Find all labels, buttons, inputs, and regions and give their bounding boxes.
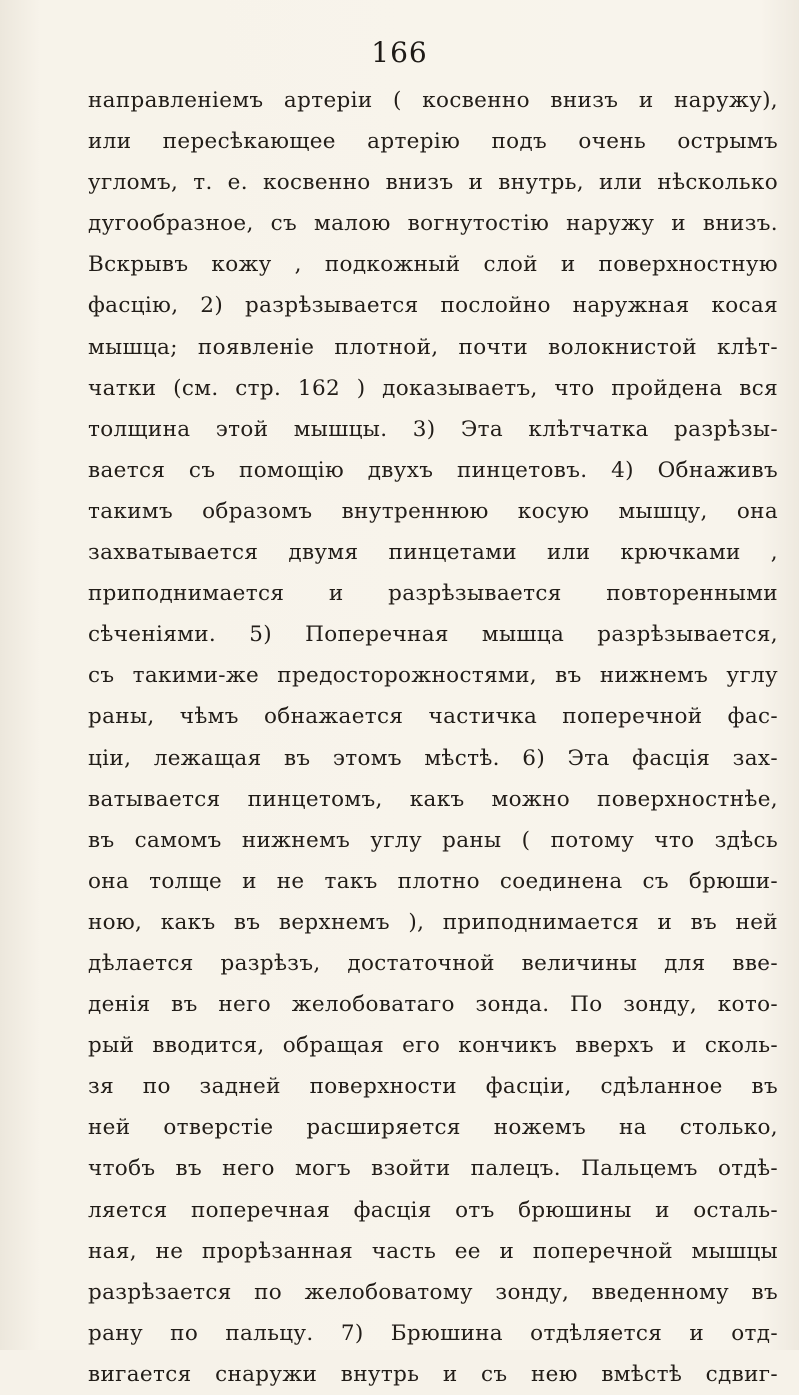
text-line: Вскрывъ кожу , подкожный слой и поверхностную <box>88 252 778 278</box>
text-line: рану по пальцу. 7) Брюшина отдѣляется и отд- <box>88 1320 778 1346</box>
text-line: раны, чѣмъ обнажается частичка поперечной фас- <box>88 704 778 730</box>
text-line: рый вводится, обращая его кончикъ вверхъ и сколь- <box>88 1033 778 1059</box>
text-line: ватывается пинцетомъ, какъ можно поверхностнѣе, <box>88 786 778 812</box>
text-line: мышца; появленіе плотной, почти волокнистой клѣт- <box>88 334 778 360</box>
text-line: дугообразное, съ малою вогнутостію наружу и внизъ. <box>88 211 778 237</box>
text-line: ціи, лежащая въ этомъ мѣстѣ. 6) Эта фасція зах- <box>88 745 778 771</box>
text-line: чатки (см. стр. 162 ) доказываетъ, что пройдена вся <box>88 375 778 401</box>
page-number: 166 <box>371 36 428 69</box>
text-line: разрѣзается по желобоватому зонду, введенному въ <box>88 1279 778 1305</box>
text-line: чтобъ въ него могъ взойти палецъ. Пальцемъ отдѣ- <box>88 1156 778 1182</box>
text-line: денія въ него желобоватаго зонда. По зонду, кото- <box>88 992 778 1018</box>
text-line: ная, не прорѣзанная часть ее и поперечной мышцы <box>88 1238 778 1264</box>
text-line: фасцію, 2) разрѣзывается послойно наружная косая <box>88 293 778 319</box>
text-line: ней отверстіе расширяется ножемъ на столько, <box>88 1115 778 1141</box>
text-line: такимъ образомъ внутреннюю косую мышцу, она <box>88 498 778 524</box>
text-line: ною, какъ въ верхнемъ ), приподнимается и въ ней <box>88 909 778 935</box>
text-line: вигается снаружи внутрь и съ нею вмѣстѣ сдвиг- <box>88 1361 778 1387</box>
text-line: она толще и не такъ плотно соединена съ брюши- <box>88 868 778 894</box>
text-line: ляется поперечная фасція отъ брюшины и осталь- <box>88 1197 778 1223</box>
text-line: или пересѣкающее артерію подъ очень острымъ <box>88 129 778 155</box>
text-line: вается съ помощію двухъ пинцетовъ. 4) Обнаживъ <box>88 457 778 483</box>
text-line: дѣлается разрѣзъ, достаточной величины для вве- <box>88 950 778 976</box>
text-line: угломъ, т. е. косвенно внизъ и внутрь, или нѣсколько <box>88 170 778 196</box>
text-line: направленіемъ артеріи ( косвенно внизъ и наружу), <box>88 88 778 113</box>
text-line: въ самомъ нижнемъ углу раны ( потому что здѣсь <box>88 827 778 853</box>
text-line: толщина этой мышцы. 3) Эта клѣтчатка разрѣзы- <box>88 416 778 442</box>
body-text <box>88 80 778 1395</box>
text-line: зя по задней поверхности фасціи, сдѣланное въ <box>88 1074 778 1100</box>
text-line: захватывается двумя пинцетами или крючками , <box>88 540 778 566</box>
text-line: приподнимается и разрѣзывается повторенными <box>88 581 778 607</box>
text-line: съ такими-же предосторожностями, въ нижнемъ углу <box>88 663 778 689</box>
text-line: сѣченіями. 5) Поперечная мышца разрѣзывается, <box>88 622 778 648</box>
